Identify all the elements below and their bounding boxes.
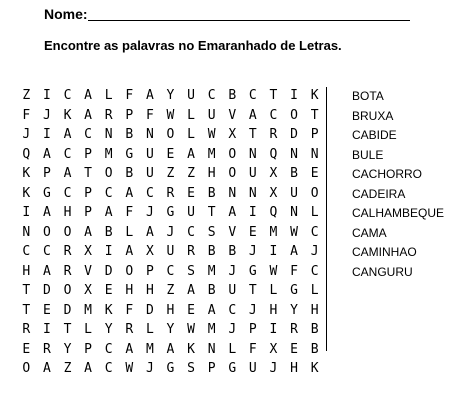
grid-row	[16, 301, 325, 321]
grid-letter[interactable]: E	[290, 341, 298, 357]
grid-letter[interactable]: Y	[166, 88, 175, 103]
grid-letter[interactable]: M	[207, 263, 216, 279]
grid-letter[interactable]: U	[187, 88, 195, 103]
grid-letter[interactable]: Z	[22, 88, 31, 103]
grid-letter[interactable]: O	[125, 263, 134, 279]
grid-letter[interactable]: O	[63, 283, 72, 298]
grid-letter[interactable]: O	[290, 107, 298, 123]
grid-letter[interactable]: C	[310, 224, 319, 240]
grid-letter[interactable]: R	[125, 322, 134, 337]
grid-letter[interactable]: G	[290, 283, 298, 298]
grid-letter[interactable]: E	[310, 166, 319, 181]
grid-letter[interactable]: I	[22, 205, 31, 220]
grid-letter[interactable]: B	[207, 185, 216, 201]
grid-letter[interactable]: V	[84, 263, 92, 279]
grid-letter[interactable]: M	[145, 341, 154, 357]
grid-letter[interactable]: W	[166, 107, 175, 123]
grid-letter[interactable]: W	[269, 263, 278, 279]
grid-letter[interactable]: E	[104, 283, 113, 298]
grid-letter[interactable]: J	[269, 361, 278, 376]
grid-letter[interactable]: I	[269, 322, 278, 337]
grid-letter[interactable]: Q	[22, 146, 31, 162]
grid-letter[interactable]: N	[228, 185, 237, 201]
grid-letter[interactable]: B	[207, 283, 216, 298]
grid-letter[interactable]: A	[63, 166, 72, 181]
grid-letter[interactable]: A	[63, 127, 72, 142]
word-list-item: CAMA	[352, 225, 387, 240]
grid-letter[interactable]: K	[310, 361, 319, 376]
grid-letter[interactable]: B	[310, 322, 319, 337]
grid-letter[interactable]: T	[84, 166, 92, 181]
grid-letter[interactable]: A	[84, 107, 92, 123]
grid-letter[interactable]: K	[104, 302, 113, 318]
grid-letter[interactable]: W	[187, 322, 195, 337]
word-list-item: BRUXA	[352, 108, 394, 123]
grid-letter[interactable]: G	[125, 146, 134, 162]
grid-letter[interactable]: T	[248, 283, 257, 298]
grid-letter[interactable]: L	[310, 283, 319, 298]
grid-letter[interactable]: J	[228, 322, 237, 337]
grid-letter[interactable]: C	[207, 88, 216, 103]
grid-letter[interactable]: C	[104, 361, 113, 376]
grid-row	[16, 86, 325, 106]
grid-letter[interactable]: P	[84, 185, 92, 201]
grid-letter[interactable]: X	[269, 166, 278, 181]
grid-letter[interactable]: F	[125, 205, 134, 220]
grid-letter[interactable]: H	[269, 302, 278, 318]
grid-letter[interactable]: U	[228, 283, 237, 298]
grid-letter[interactable]: X	[269, 185, 278, 201]
grid-letter[interactable]: D	[145, 302, 154, 318]
grid-letter[interactable]: B	[310, 341, 319, 357]
grid-letter[interactable]: K	[22, 185, 31, 201]
grid-letter[interactable]: D	[290, 127, 298, 142]
grid-letter[interactable]: A	[42, 361, 51, 376]
grid-letter[interactable]: A	[84, 224, 92, 240]
grid-letter[interactable]: A	[248, 107, 257, 123]
grid-letter[interactable]: U	[187, 205, 195, 220]
word-list-item: CADEIRA	[352, 186, 406, 201]
grid-letter[interactable]: M	[207, 146, 216, 162]
grid-letter[interactable]: M	[269, 224, 278, 240]
grid-letter[interactable]: C	[166, 263, 175, 279]
grid-letter[interactable]: S	[207, 224, 216, 240]
grid-letter[interactable]: I	[104, 244, 113, 259]
grid-letter[interactable]: P	[84, 205, 92, 220]
grid-row	[16, 164, 325, 184]
grid-letter[interactable]: J	[145, 361, 154, 376]
word-search-grid	[16, 86, 325, 379]
grid-letter[interactable]: W	[290, 224, 298, 240]
grid-row	[16, 145, 325, 165]
grid-letter[interactable]: D	[104, 263, 113, 279]
grid-letter[interactable]: S	[187, 361, 195, 376]
grid-letter[interactable]: C	[104, 341, 113, 357]
grid-letter[interactable]: U	[290, 185, 298, 201]
grid-letter[interactable]: R	[42, 341, 51, 357]
grid-letter[interactable]: L	[125, 224, 134, 240]
grid-letter[interactable]: L	[187, 127, 195, 142]
grid-letter[interactable]: H	[63, 205, 72, 220]
grid-letter[interactable]: J	[310, 244, 319, 259]
grid-letter[interactable]: J	[22, 127, 31, 142]
grid-letter[interactable]: M	[207, 322, 216, 337]
grid-letter[interactable]: E	[248, 224, 257, 240]
grid-letter[interactable]: S	[187, 263, 195, 279]
grid-letter[interactable]: E	[166, 146, 175, 162]
word-list-item: CACHORRO	[352, 167, 423, 181]
grid-letter[interactable]: P	[145, 263, 154, 279]
grid-letter[interactable]: I	[42, 322, 51, 337]
grid-letter[interactable]: P	[310, 127, 319, 142]
grid-letter[interactable]: L	[104, 88, 113, 103]
grid-letter[interactable]: F	[248, 341, 257, 357]
grid-letter[interactable]: C	[42, 244, 51, 259]
grid-letter[interactable]: C	[63, 185, 72, 201]
grid-letter[interactable]: X	[84, 283, 92, 298]
grid-letter[interactable]: O	[63, 224, 72, 240]
grid-letter[interactable]: K	[187, 341, 195, 357]
grid-letter[interactable]: Z	[166, 283, 175, 298]
grid-letter[interactable]: N	[22, 224, 31, 240]
grid-letter[interactable]: P	[248, 322, 257, 337]
grid-letter[interactable]: Y	[63, 341, 72, 357]
grid-letter[interactable]: Z	[63, 361, 72, 376]
grid-letter[interactable]: E	[22, 341, 31, 357]
grid-letter[interactable]: C	[145, 185, 154, 201]
grid-row	[16, 223, 325, 243]
grid-letter[interactable]: C	[269, 107, 278, 123]
grid-letter[interactable]: N	[290, 146, 298, 162]
grid-letter[interactable]: N	[207, 341, 216, 357]
grid-letter[interactable]: H	[125, 283, 134, 298]
name-field-line[interactable]	[88, 20, 410, 21]
grid-letter[interactable]: T	[63, 322, 72, 337]
grid-letter[interactable]: A	[125, 341, 134, 357]
grid-letter[interactable]: J	[228, 263, 237, 279]
word-list-item: CABIDE	[352, 128, 397, 142]
grid-letter[interactable]: Y	[104, 322, 113, 337]
grid-letter[interactable]: F	[290, 263, 298, 279]
grid-letter[interactable]: V	[228, 224, 237, 240]
grid-letter[interactable]: A	[42, 205, 51, 220]
grid-letter[interactable]: C	[187, 224, 195, 240]
word-list-item: BULE	[352, 147, 384, 162]
grid-row	[16, 242, 325, 262]
grid-letter[interactable]: A	[228, 205, 237, 220]
grid-letter[interactable]: H	[290, 361, 298, 376]
grid-letter[interactable]: R	[290, 322, 298, 337]
grid-letter[interactable]: A	[207, 302, 216, 318]
grid-letter[interactable]: B	[104, 224, 113, 240]
grid-letter[interactable]: F	[145, 107, 154, 123]
grid-letter[interactable]: G	[166, 205, 175, 220]
grid-letter[interactable]: R	[63, 263, 72, 279]
grid-letter[interactable]: U	[145, 146, 154, 162]
grid-letter[interactable]: G	[248, 263, 257, 279]
grid-letter[interactable]: A	[187, 283, 195, 298]
grid-letter[interactable]: E	[42, 302, 51, 318]
word-list-item: CANGURU	[352, 264, 413, 279]
grid-letter[interactable]: I	[269, 244, 278, 259]
grid-letter[interactable]: X	[269, 341, 278, 357]
grid-letter[interactable]: R	[269, 127, 278, 142]
grid-letter[interactable]: R	[166, 185, 175, 201]
grid-letter[interactable]: A	[145, 224, 154, 240]
grid-letter[interactable]: C	[22, 244, 31, 259]
grid-letter[interactable]: B	[290, 166, 298, 181]
grid-letter[interactable]: Y	[290, 302, 298, 318]
grid-letter[interactable]: F	[125, 302, 134, 318]
grid-letter[interactable]: D	[63, 302, 72, 318]
grid-letter[interactable]: A	[187, 146, 195, 162]
grid-row	[16, 281, 325, 301]
word-list-item: CAMINHAO	[352, 245, 417, 259]
instruction-text: Encontre as palavras no Emaranhado de Letras.	[44, 38, 342, 53]
grid-letter[interactable]: C	[248, 88, 257, 103]
grid-letter[interactable]: E	[187, 185, 195, 201]
grid-letter[interactable]: A	[290, 244, 298, 259]
grid-letter[interactable]: Z	[166, 166, 175, 181]
grid-letter[interactable]: A	[145, 88, 154, 103]
grid-letter[interactable]: X	[228, 127, 237, 142]
column-divider	[326, 87, 327, 351]
grid-letter[interactable]: M	[84, 302, 92, 318]
grid-letter[interactable]: B	[125, 166, 134, 181]
grid-letter[interactable]: P	[125, 107, 134, 123]
grid-letter[interactable]: H	[207, 166, 216, 181]
grid-letter[interactable]: U	[248, 361, 257, 376]
grid-letter[interactable]: Y	[166, 322, 175, 337]
grid-letter[interactable]: A	[42, 263, 51, 279]
grid-letter[interactable]: B	[207, 244, 216, 259]
grid-letter[interactable]: P	[84, 146, 92, 162]
grid-letter[interactable]: Q	[269, 205, 278, 220]
grid-letter[interactable]: J	[145, 205, 154, 220]
grid-letter[interactable]: B	[228, 244, 237, 259]
grid-letter[interactable]: L	[84, 322, 92, 337]
grid-letter[interactable]: V	[228, 107, 237, 123]
grid-letter[interactable]: P	[84, 341, 92, 357]
grid-letter[interactable]: X	[145, 244, 154, 259]
grid-letter[interactable]: A	[42, 146, 51, 162]
grid-letter[interactable]: W	[125, 361, 134, 376]
word-list-item: CALHAMBEQUE	[352, 206, 445, 220]
grid-row	[16, 320, 325, 340]
grid-letter[interactable]: T	[207, 205, 216, 220]
grid-row	[16, 340, 325, 360]
grid-letter[interactable]: R	[22, 322, 31, 337]
grid-letter[interactable]: M	[104, 146, 113, 162]
grid-letter[interactable]: C	[310, 263, 319, 279]
grid-letter[interactable]: T	[310, 107, 319, 123]
grid-letter[interactable]: H	[310, 302, 319, 318]
grid-letter[interactable]: N	[145, 127, 154, 142]
grid-letter[interactable]: B	[228, 88, 237, 103]
grid-letter[interactable]: N	[248, 146, 257, 162]
grid-letter[interactable]: F	[22, 107, 31, 123]
grid-letter[interactable]: H	[145, 283, 154, 298]
grid-letter[interactable]: R	[63, 244, 72, 259]
grid-letter[interactable]: N	[104, 127, 113, 142]
grid-letter[interactable]: U	[166, 244, 175, 259]
grid-letter[interactable]: C	[104, 185, 113, 201]
grid-letter[interactable]: Q	[269, 146, 278, 162]
grid-letter[interactable]: G	[166, 361, 175, 376]
grid-letter[interactable]: A	[166, 341, 175, 357]
word-list	[352, 87, 444, 282]
grid-letter[interactable]: J	[166, 224, 175, 240]
grid-letter[interactable]: A	[125, 244, 134, 259]
grid-letter[interactable]: W	[207, 127, 216, 142]
grid-letter[interactable]: K	[63, 107, 72, 123]
grid-letter[interactable]: N	[290, 205, 298, 220]
grid-letter[interactable]: C	[84, 127, 92, 142]
grid-letter[interactable]: N	[310, 146, 319, 162]
grid-letter[interactable]: T	[22, 283, 31, 298]
grid-letter[interactable]: A	[84, 88, 92, 103]
grid-letter[interactable]: A	[104, 205, 113, 220]
grid-letter[interactable]: X	[84, 244, 92, 259]
name-label: Nome:	[44, 6, 88, 22]
grid-row	[16, 203, 325, 223]
grid-letter[interactable]: O	[228, 166, 237, 181]
grid-letter[interactable]: E	[187, 302, 195, 318]
grid-letter[interactable]: C	[63, 88, 72, 103]
grid-letter[interactable]: I	[248, 205, 257, 220]
grid-letter[interactable]: O	[104, 166, 113, 181]
grid-letter[interactable]: N	[248, 185, 257, 201]
grid-letter[interactable]: R	[104, 107, 113, 123]
grid-letter[interactable]: J	[42, 107, 51, 123]
grid-letter[interactable]: U	[248, 166, 257, 181]
grid-letter[interactable]: O	[22, 361, 31, 376]
grid-letter[interactable]: C	[63, 146, 72, 162]
grid-letter[interactable]: L	[269, 283, 278, 298]
grid-letter[interactable]: U	[145, 166, 154, 181]
grid-letter[interactable]: H	[22, 263, 31, 279]
grid-letter[interactable]: O	[166, 127, 175, 142]
grid-letter[interactable]: J	[248, 244, 257, 259]
grid-row	[16, 359, 325, 379]
grid-letter[interactable]: P	[42, 166, 51, 181]
grid-letter[interactable]: L	[228, 341, 237, 357]
grid-letter[interactable]: O	[42, 224, 51, 240]
grid-row	[16, 184, 325, 204]
grid-letter[interactable]: Z	[187, 166, 195, 181]
grid-letter[interactable]: P	[207, 361, 216, 376]
grid-letter[interactable]: I	[42, 127, 51, 142]
grid-letter[interactable]: A	[84, 361, 92, 376]
grid-letter[interactable]: A	[125, 185, 134, 201]
grid-letter[interactable]: R	[187, 244, 195, 259]
grid-letter[interactable]: I	[290, 88, 298, 103]
grid-letter[interactable]: T	[22, 302, 31, 318]
grid-row	[16, 106, 325, 126]
grid-row	[16, 125, 325, 145]
grid-letter[interactable]: L	[310, 205, 319, 220]
grid-letter[interactable]: F	[125, 88, 134, 103]
grid-letter[interactable]: L	[187, 107, 195, 123]
grid-letter[interactable]: I	[42, 88, 51, 103]
grid-letter[interactable]: J	[248, 302, 257, 318]
grid-letter[interactable]: T	[269, 88, 278, 103]
grid-letter[interactable]: D	[42, 283, 51, 298]
grid-letter[interactable]: U	[207, 107, 216, 123]
grid-letter[interactable]: O	[228, 146, 237, 162]
grid-letter[interactable]: K	[310, 88, 319, 103]
grid-letter[interactable]: H	[166, 302, 175, 318]
grid-letter[interactable]: G	[228, 361, 237, 376]
grid-letter[interactable]: L	[145, 322, 154, 337]
grid-letter[interactable]: G	[42, 185, 51, 201]
grid-letter[interactable]: C	[228, 302, 237, 318]
grid-row	[16, 262, 325, 282]
grid-letter[interactable]: T	[248, 127, 257, 142]
grid-letter[interactable]: B	[125, 127, 134, 142]
grid-letter[interactable]: K	[22, 166, 31, 181]
grid-letter[interactable]: O	[310, 185, 319, 201]
word-list-item: BOTA	[352, 89, 384, 103]
